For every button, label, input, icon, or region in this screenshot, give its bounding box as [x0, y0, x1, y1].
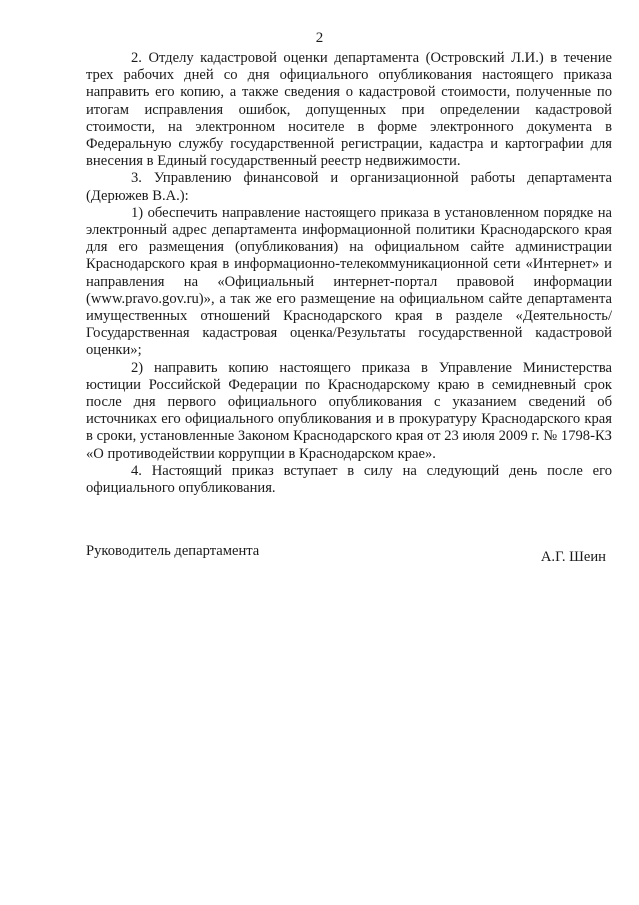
- page-number: 2: [315, 30, 324, 46]
- signatory-title: Руководитель департамента: [86, 543, 260, 559]
- paragraph-finance-department: 3. Управлению финансовой и организационной работы департамента (Дерюжев В.А.):: [86, 170, 612, 204]
- paragraph-cadastral-department: 2. Отделу кадастровой оценки департамента (Островский Л.И.) в течение трех рабочих дней со дня официального опубликования настоящего приказа направить его копию, а также сведения о кадастровой стоимости, полученные по итогам исправления ошибок, допущенных при определении кадастровой стоимости, на электронном носителе в форме электронного документа в Федеральную службу государственной регистрации, кадастра и картографии для внесения в Единый государственный реестр недвижимости.: [86, 50, 612, 170]
- signatory-name: А.Г. Шеин: [540, 549, 606, 565]
- document-body: [86, 50, 612, 497]
- paragraph-item-1-publication: 1) обеспечить направление настоящего приказа в установленном порядке на электронный адрес департамента информационной политики Краснодарского края для его размещения (опубликования) на официальном сайте администрации Краснодарского края в информационно-телекоммуникационной сети «Интернет» и направления на «Официальный интернет-портал правовой информации (www.pravo.gov.ru)», а так же его размещение на официальном сайте департамента имущественных отношений Краснодарского края в разделе «Деятельность/Государственная кадастровая оценка/Результаты государственной кадастровой оценки»;: [86, 204, 612, 359]
- paragraph-effective-date: 4. Настоящий приказ вступает в силу на следующий день после его официального опубликования.: [86, 462, 612, 497]
- paragraph-item-2-ministry-copy: 2) направить копию настоящего приказа в Управление Министерства юстиции Российской Федерации по Краснодарскому краю в семидневный срок после дня первого официального опубликования с указанием сведений об источниках его официального опубликования и в прокуратуру Краснодарского края в сроки, установленные Законом Краснодарского края от 23 июля 2009 г. № 1798-КЗ «О противодействии коррупции в Краснодарском крае».: [86, 359, 612, 462]
